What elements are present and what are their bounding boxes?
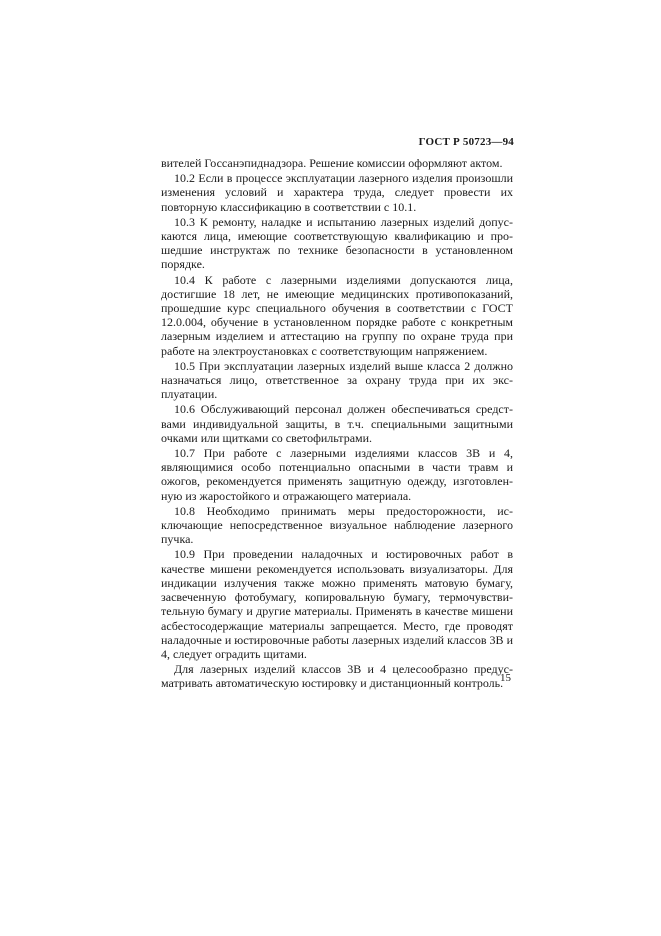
- paragraph-10-6: 10.6 Обслуживающий персонал должен обеспечиваться средствами индивидуальной защиты, в т.ч. специальными защитными очками или щитками со светофильтрами.: [161, 402, 513, 445]
- paragraph-10-5: 10.5 При эксплуатации лазерных изделий выше класса 2 должно назначаться лицо, ответственное за охрану труда при их эксплуатации.: [161, 358, 513, 402]
- paragraph-continuation: вителей Госсанэпиднадзора. Решение комиссии оформляют актом.: [161, 156, 503, 170]
- page-number: 15: [500, 672, 511, 684]
- document-body: [161, 156, 513, 692]
- paragraph-final: Для лазерных изделий классов 3В и 4 целесообразно предусматривать автоматическую юстировку и дистанционный контроль.: [161, 662, 513, 691]
- paragraph-10-2: 10.2 Если в процессе эксплуатации лазерного изделия произошли изменения условий и характера труда, следует провести их повторную классификацию в соответствии с 10.1.: [161, 171, 513, 214]
- paragraph-10-3: 10.3 К ремонту, наладке и испытанию лазерных изделий допускаются лица, имеющие соответствующую квалификацию и прошедшие инструктаж по технике безопасности в установленном порядке.: [161, 214, 513, 272]
- paragraph-10-9: 10.9 При проведении наладочных и юстировочных работ в качестве мишени рекомендуется использовать визуализаторы. Для индикации излучения также можно применять матовую бумагу, засвеченную фотобумагу, копировальную бумагу, термочувствительную бумагу и другие материалы. Применять в качестве мишени асбестосодержащие материалы запрещается. Место, где проводят наладочные и юстировочные работы лазерных изделий классов 3В и 4, следует оградить щитами.: [161, 547, 513, 661]
- document-code-header: ГОСТ Р 50723—94: [418, 136, 514, 148]
- paragraph-10-8: 10.8 Необходимо принимать меры предосторожности, исключающие непосредственное визуальное наблюдение лазерного пучка.: [161, 503, 513, 547]
- paragraph-10-4: 10.4 К работе с лазерными изделиями допускаются лица, достигшие 18 лет, не имеющие медицинских противопоказаний, прошедшие курс специального обучения в соответствии с ГОСТ 12.0.004, обучение в установленном порядке работе с конкретным лазерным изделием и аттестацию на группу по охране труда при работе на электроустановках с соответствующим напряжением.: [161, 272, 513, 358]
- paragraph-10-7: 10.7 При работе с лазерными изделиями классов 3В и 4, являющимися особо потенциально опасными в части травм и ожогов, рекомендуется применять защитную одежду, изготовленную из жаростойкого и отражающего материала.: [161, 446, 513, 503]
